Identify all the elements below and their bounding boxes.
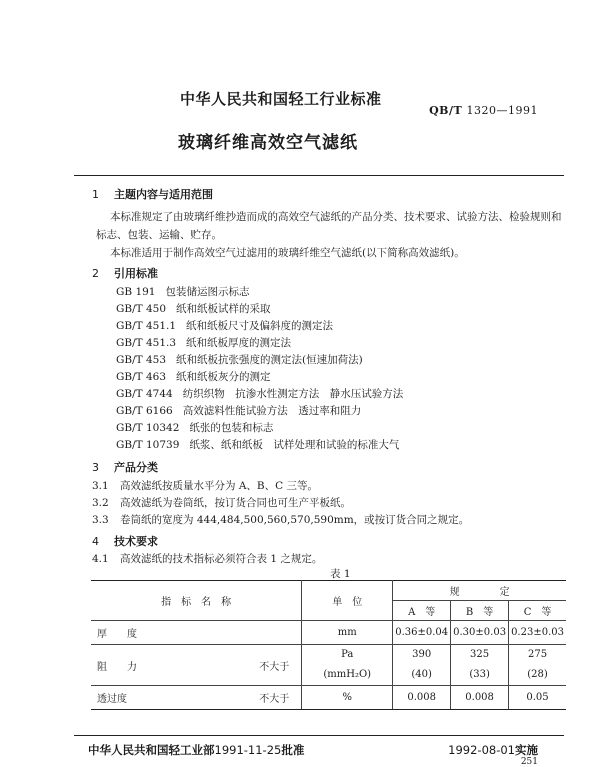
section-2-heading: [92, 265, 158, 281]
section-1-paragraph-2: 本标准适用于制作高效空气过滤用的玻璃纤维空气滤纸(以下简称高效滤纸)。: [110, 247, 465, 259]
reference-title: 纸和纸板抗张强度的测定法(恒速加荷法): [176, 354, 363, 366]
value-secondary: (33): [469, 669, 490, 680]
reference-code: GB/T 453: [116, 354, 167, 366]
reference-item: [116, 403, 361, 418]
reference-title: 高效滤料性能试验方法 透过率和阻力: [182, 405, 362, 417]
reference-item: [116, 352, 363, 367]
effective-suffix: 实施: [515, 743, 538, 757]
indicator-cell: [91, 621, 302, 645]
grade-b-header: B 等: [451, 601, 509, 621]
indicator-name: 阻 力: [97, 661, 137, 673]
table-row: [91, 645, 566, 686]
reference-title: 纸和纸板灰分的测定: [176, 371, 271, 383]
value-primary: 390: [412, 649, 432, 660]
unit-secondary: (mmH₂O): [323, 669, 372, 680]
clause-item: [92, 551, 322, 566]
clause-item: [92, 495, 351, 510]
section-1-paragraph-1-line-1: 本标准规定了由玻璃纤维抄造而成的高效空气滤纸的产品分类、技术要求、试验方法、检验规则和: [110, 211, 562, 223]
header-rule: [74, 175, 564, 176]
reference-title: 纸和纸板厚度的测定法: [186, 337, 292, 349]
issuing-authority-title: 中华人民共和国轻工行业标准: [180, 90, 382, 108]
reference-title: 纸张的包装和标志: [189, 422, 274, 434]
unit-cell: %: [302, 686, 393, 710]
section-1-paragraph-1-line-2: 标志、包装、运输、贮存。: [96, 229, 222, 241]
effective-date: 1992-08-01: [448, 743, 515, 757]
indicator-qualifier: 不大于: [259, 661, 290, 673]
reference-code: GB/T 4744: [116, 388, 173, 400]
reference-code: GB/T 10342: [116, 422, 180, 434]
value-secondary: (40): [411, 669, 432, 680]
specification-table: [91, 580, 566, 710]
standard-code-prefix: QB/T: [429, 104, 463, 117]
unit-cell: mm: [302, 621, 393, 645]
unit-primary: Pa: [341, 649, 354, 660]
document-title: 玻璃纤维高效空气滤纸: [178, 133, 358, 153]
table-caption: 表 1: [330, 568, 351, 580]
indicator-name: 透过度: [97, 694, 127, 705]
grade-c-value: 0.23±0.03: [509, 621, 566, 645]
clause-item: [92, 478, 318, 493]
reference-item: [116, 420, 273, 435]
reference-item: [116, 284, 249, 299]
reference-item: [116, 318, 333, 333]
footer-rule: [74, 735, 564, 736]
unit-cell: [302, 645, 393, 686]
section-4-heading: [92, 533, 158, 549]
section-number: 1: [92, 188, 99, 201]
reference-code: GB/T 10739: [116, 439, 180, 451]
indicator-name: 厚 度: [97, 629, 137, 640]
clause-number: 3.1: [92, 480, 109, 492]
reference-item: [116, 301, 271, 316]
standard-code-number: 1320—1991: [466, 104, 538, 117]
reference-title: 纸浆、纸和纸板 试样处理和试验的标准大气: [189, 439, 400, 451]
indicator-header: 指 标 名 称: [91, 581, 302, 621]
approval-date: 1991-11-25: [214, 743, 282, 757]
table-header-row: [91, 581, 566, 601]
reference-item: [116, 335, 291, 350]
page-number: 251: [520, 757, 538, 767]
section-title: 产品分类: [114, 461, 158, 474]
grade-c-value: 0.05: [509, 686, 566, 710]
clause-text: 高效滤纸按质量水平分为 A、B、C 三等。: [120, 480, 319, 492]
section-title: 引用标准: [114, 267, 158, 280]
reference-title: 纸和纸板试样的采取: [176, 303, 271, 315]
indicator-qualifier: 不大于: [259, 694, 290, 705]
clause-number: 3.2: [92, 497, 109, 509]
section-number: 4: [92, 535, 99, 548]
grade-b-value: [451, 645, 509, 686]
grade-b-value: 0.30±0.03: [451, 621, 509, 645]
table-row: [91, 621, 566, 645]
grade-b-value: 0.008: [451, 686, 509, 710]
indicator-cell: [91, 686, 302, 710]
section-number: 3: [92, 461, 99, 474]
clause-text: 卷筒纸的宽度为 444,484,500,560,570,590mm，或按订货合同之规定。: [120, 514, 470, 526]
effective-line: [448, 742, 538, 758]
clause-number: 3.3: [92, 514, 109, 526]
section-title: 技术要求: [114, 535, 158, 548]
value-primary: 275: [527, 649, 548, 660]
reference-code: GB/T 463: [116, 371, 167, 383]
value-primary: 325: [470, 649, 490, 660]
grade-a-value: 0.36±0.04: [393, 621, 451, 645]
grade-a-value: [393, 645, 451, 686]
reference-item: [116, 437, 399, 452]
value-secondary: (28): [527, 669, 548, 680]
section-3-heading: [92, 459, 158, 475]
reference-title: 纸和纸板尺寸及偏斜度的测定法: [186, 320, 334, 332]
reference-code: GB/T 451.3: [116, 337, 177, 349]
reference-item: [116, 369, 271, 384]
grade-c-header: C 等: [509, 601, 566, 621]
clause-text: 高效滤纸为卷筒纸，按订货合同也可生产平板纸。: [120, 497, 351, 509]
section-title: 主题内容与适用范围: [114, 188, 213, 201]
reference-title: 包装储运图示标志: [165, 286, 250, 298]
clause-number: 4.1: [92, 553, 109, 565]
clause-text: 高效滤纸的技术指标必须符合表 1 之规定。: [120, 553, 323, 565]
indicator-cell: [91, 645, 302, 686]
issuer: 中华人民共和国轻工业部: [88, 743, 215, 757]
reference-code: GB 191: [116, 286, 156, 298]
section-1-heading: [92, 186, 213, 202]
section-number: 2: [92, 267, 99, 280]
reference-title: 纺织织物 抗渗水性测定方法 静水压试验方法: [182, 388, 404, 400]
reference-code: GB/T 450: [116, 303, 167, 315]
reference-code: GB/T 451.1: [116, 320, 177, 332]
grade-a-value: 0.008: [393, 686, 451, 710]
reference-item: [116, 386, 403, 401]
approval-suffix: 批准: [281, 743, 305, 757]
standard-number: [429, 104, 538, 117]
grade-a-header: A 等: [393, 601, 451, 621]
unit-header: 单 位: [302, 581, 393, 621]
reference-code: GB/T 6166: [116, 405, 173, 417]
clause-item: [92, 512, 469, 527]
approval-line: [88, 742, 304, 758]
grade-c-value: [509, 645, 566, 686]
spec-header: 规 定: [393, 581, 566, 601]
table-row: [91, 686, 566, 710]
